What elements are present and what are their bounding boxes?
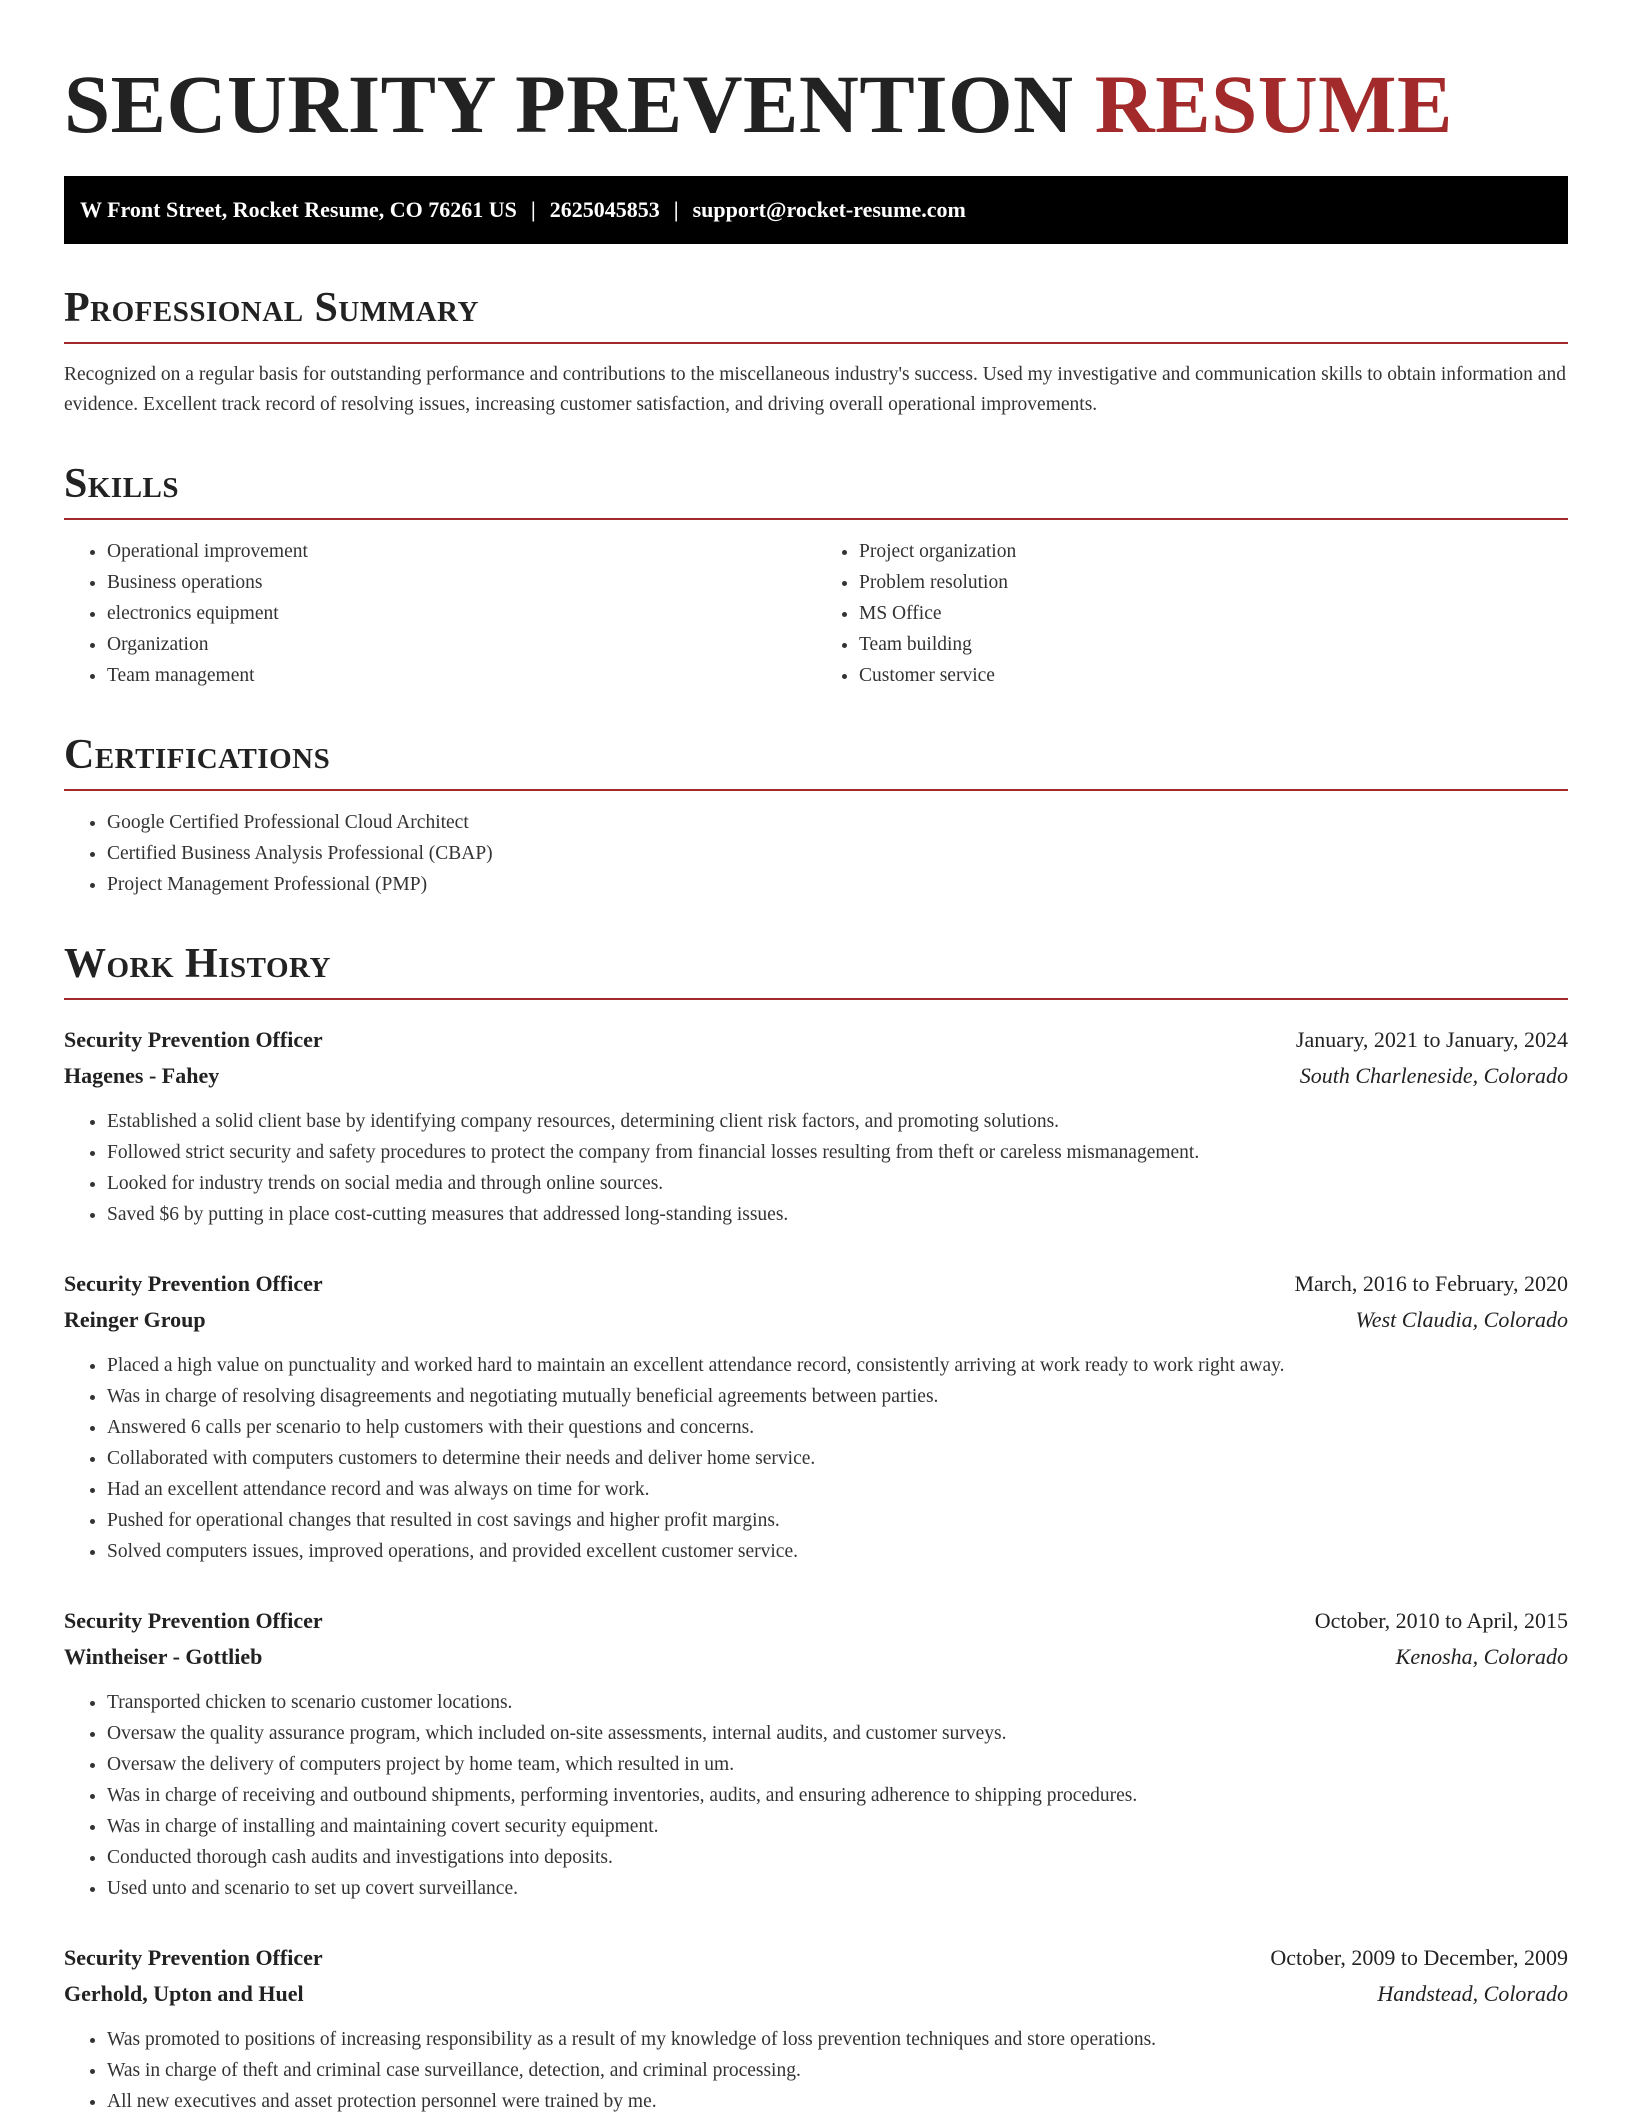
section-heading-summary: Professional Summary xyxy=(64,284,1568,344)
job-duties-list xyxy=(64,1106,1568,1230)
work-history-section xyxy=(64,940,1568,2112)
job-duty: • Answered 6 calls per scenario to help customers with their questions and concerns. xyxy=(107,1412,1568,1443)
job-duty: • Saved $6 by putting in place cost-cutting measures that addressed long-standing issues. xyxy=(107,1199,1568,1230)
skill-item: • Team management xyxy=(107,660,816,691)
job-duty: • Used unto and scenario to set up covert surveillance. xyxy=(107,1873,1568,1904)
job-duty: • Pushed for operational changes that resulted in cost savings and higher profit margins. xyxy=(107,1505,1568,1536)
job-duty: • Placed a high value on punctuality and worked hard to maintain an excellent attendance record, consistently arriving at work ready to work right away. xyxy=(107,1350,1568,1381)
section-heading-work-history: Work History xyxy=(64,940,1568,1000)
contact-phone: 2625045853 xyxy=(549,197,660,222)
certification-item: • Google Certified Professional Cloud Architect xyxy=(107,807,1568,838)
contact-email: support@rocket-resume.com xyxy=(692,197,966,222)
certification-item: • Certified Business Analysis Professional (CBAP) xyxy=(107,838,1568,869)
job-title: Security Prevention Officer xyxy=(64,1027,323,1052)
job-company-row xyxy=(64,1302,1568,1338)
job-location: South Charleneside, Colorado xyxy=(1299,1063,1568,1088)
job-duty: • Solved computers issues, improved operations, and provided excellent customer service. xyxy=(107,1536,1568,1567)
job-duty: • Was in charge of installing and maintaining covert security equipment. xyxy=(107,1811,1568,1842)
job-duty: • Was in charge of theft and criminal case surveillance, detection, and criminal processing. xyxy=(107,2055,1568,2086)
job-dates: October, 2009 to December, 2009 xyxy=(1270,1945,1568,1970)
skill-item: • Team building xyxy=(859,629,1568,660)
job-company-row xyxy=(64,1976,1568,2012)
job-entry xyxy=(64,1603,1568,1904)
job-title: Security Prevention Officer xyxy=(64,1945,323,1970)
job-duty: • Followed strict security and safety procedures to protect the company from financial losses resulting from theft or careless mismanagement. xyxy=(107,1137,1568,1168)
skill-item: • Business operations xyxy=(107,567,816,598)
job-duty: • Oversaw the delivery of computers project by home team, which resulted in um. xyxy=(107,1749,1568,1780)
job-location: West Claudia, Colorado xyxy=(1355,1307,1568,1332)
resume-title xyxy=(64,56,1568,152)
certifications-list xyxy=(64,807,1568,900)
job-duties-list xyxy=(64,1687,1568,1904)
job-title-row xyxy=(64,1266,1568,1302)
job-duty: • All new executives and asset protection personnel were trained by me. xyxy=(107,2086,1568,2112)
job-dates: March, 2016 to February, 2020 xyxy=(1294,1271,1568,1296)
job-entry xyxy=(64,1266,1568,1567)
job-duty: • Was in charge of receiving and outbound shipments, performing inventories, audits, and ensuring adherence to shipping procedures. xyxy=(107,1780,1568,1811)
certifications-section xyxy=(64,731,1568,900)
job-location: Kenosha, Colorado xyxy=(1395,1644,1568,1669)
contact-separator: | xyxy=(530,197,536,222)
title-main: SECURITY PREVENTION xyxy=(64,58,1074,150)
certification-item: • Project Management Professional (PMP) xyxy=(107,869,1568,900)
job-duty: • Conducted thorough cash audits and investigations into deposits. xyxy=(107,1842,1568,1873)
contact-bar xyxy=(64,176,1568,244)
title-accent: RESUME xyxy=(1094,58,1453,150)
contact-separator: | xyxy=(673,197,679,222)
job-duty: • Transported chicken to scenario customer locations. xyxy=(107,1687,1568,1718)
summary-section xyxy=(64,284,1568,420)
job-duties-list xyxy=(64,1350,1568,1567)
skills-list-left xyxy=(64,536,816,691)
job-duty: • Had an excellent attendance record and was always on time for work. xyxy=(107,1474,1568,1505)
job-duty: • Established a solid client base by identifying company resources, determining client risk factors, and promoting solutions. xyxy=(107,1106,1568,1137)
skill-item: • Problem resolution xyxy=(859,567,1568,598)
section-heading-skills: Skills xyxy=(64,460,1568,520)
skills-section xyxy=(64,460,1568,691)
job-dates: October, 2010 to April, 2015 xyxy=(1314,1608,1568,1633)
contact-address: W Front Street, Rocket Resume, CO 76261 US xyxy=(80,197,517,222)
job-title-row xyxy=(64,1940,1568,1976)
skills-list-right xyxy=(816,536,1568,691)
job-duty: • Oversaw the quality assurance program, which included on-site assessments, internal audits, and customer surveys. xyxy=(107,1718,1568,1749)
job-company: Gerhold, Upton and Huel xyxy=(64,1981,304,2006)
job-title-row xyxy=(64,1022,1568,1058)
job-duty: • Looked for industry trends on social media and through online sources. xyxy=(107,1168,1568,1199)
job-company: Hagenes - Fahey xyxy=(64,1063,220,1088)
skill-item: • Customer service xyxy=(859,660,1568,691)
job-company: Reinger Group xyxy=(64,1307,206,1332)
job-title: Security Prevention Officer xyxy=(64,1271,323,1296)
skill-item: • Organization xyxy=(107,629,816,660)
skill-item: • electronics equipment xyxy=(107,598,816,629)
job-company-row xyxy=(64,1058,1568,1094)
job-location: Handstead, Colorado xyxy=(1377,1981,1568,2006)
job-duty: • Was in charge of resolving disagreements and negotiating mutually beneficial agreements between parties. xyxy=(107,1381,1568,1412)
job-title: Security Prevention Officer xyxy=(64,1608,323,1633)
skills-grid xyxy=(64,520,1568,691)
job-duty: • Collaborated with computers customers to determine their needs and deliver home service. xyxy=(107,1443,1568,1474)
job-dates: January, 2021 to January, 2024 xyxy=(1295,1027,1568,1052)
section-heading-certifications: Certifications xyxy=(64,731,1568,791)
job-company-row xyxy=(64,1639,1568,1675)
job-entry xyxy=(64,1022,1568,1230)
job-duties-list xyxy=(64,2024,1568,2112)
skill-item: • Operational improvement xyxy=(107,536,816,567)
job-entry xyxy=(64,1940,1568,2112)
summary-text: Recognized on a regular basis for outstanding performance and contributions to the miscellaneous industry's success. Used my investigative and communication skills to obtain information and evidence. Excellent track record of resolving issues, increasing customer satisfaction, and driving overall operational improvements. xyxy=(64,364,1566,415)
job-duty: • Was promoted to positions of increasing responsibility as a result of my knowledge of loss prevention techniques and store operations. xyxy=(107,2024,1568,2055)
skill-item: • MS Office xyxy=(859,598,1568,629)
skill-item: • Project organization xyxy=(859,536,1568,567)
job-company: Wintheiser - Gottlieb xyxy=(64,1644,263,1669)
job-title-row xyxy=(64,1603,1568,1639)
